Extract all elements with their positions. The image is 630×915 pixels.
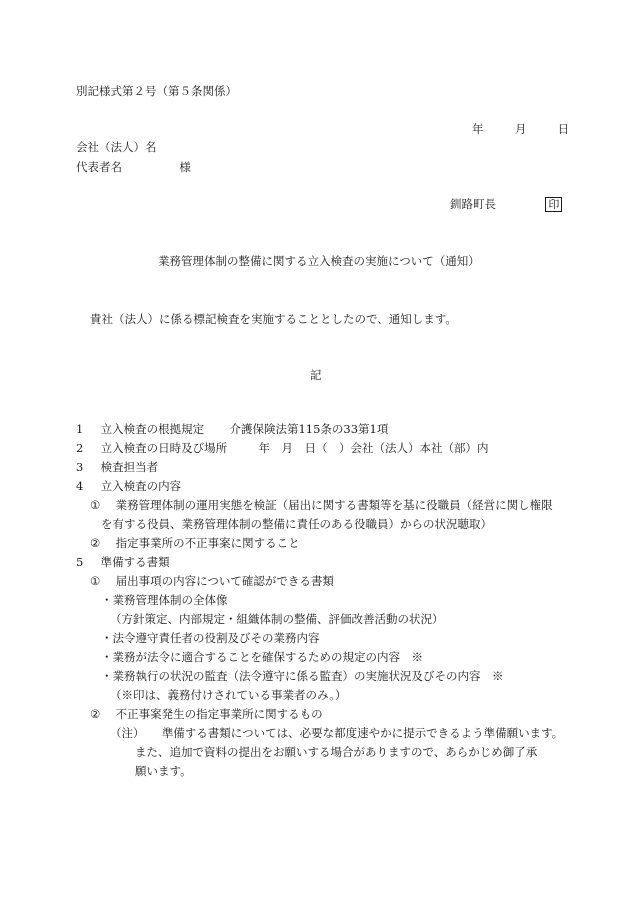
bullet-1-detail: （方針策定、内部規定・組織体制の整備、評価改善活動の状況） bbox=[110, 612, 444, 626]
item-4 bbox=[76, 481, 181, 493]
item-3 bbox=[76, 462, 158, 474]
sub-text: 業務管理体制の運用実態を検証（届出に関する書類等を基に役職員（経営に関し権限 bbox=[115, 498, 553, 512]
sub-mark: ② bbox=[90, 707, 101, 721]
date-month: 月 bbox=[514, 122, 527, 136]
item-number: 4 bbox=[76, 479, 84, 493]
issuer-title: 釧路町長 bbox=[450, 197, 496, 211]
item-detail: 年 月 日（ ）会社（法人）本社（部）内 bbox=[258, 441, 489, 455]
note-label: （注） bbox=[110, 726, 145, 740]
sub-text: 不正事案発生の指定事業所に関するもの bbox=[115, 707, 323, 721]
sub-text: 指定事業所の不正事案に関すること bbox=[115, 536, 300, 550]
item-number: 5 bbox=[76, 555, 84, 569]
representative-honorific: 様 bbox=[179, 160, 191, 174]
item-number: 3 bbox=[76, 460, 84, 474]
item-4-sub-2 bbox=[90, 538, 300, 550]
item-5-sub-2 bbox=[90, 709, 323, 721]
issuer-line bbox=[450, 197, 562, 212]
document-title: 業務管理体制の整備に関する立入検査の実施について（通知） bbox=[158, 254, 480, 268]
bullet-1: ・業務管理体制の全体像 bbox=[101, 593, 228, 607]
item-number: 1 bbox=[76, 422, 84, 436]
sub-mark: ① bbox=[90, 498, 101, 512]
note-line-1 bbox=[110, 728, 563, 740]
item-2 bbox=[76, 443, 488, 455]
item-4-sub-1-cont: を有する役員、業務管理体制の整備に責任のある役職員）からの状況聴取） bbox=[101, 517, 492, 531]
note-text: 準備する書類については、必要な都度速やかに提示できるよう準備願います。 bbox=[161, 726, 564, 740]
item-number: 2 bbox=[76, 441, 84, 455]
bullet-4: ・業務執行の状況の監査（法令遵守に係る監査）の実施状況及びその内容 ※ bbox=[101, 669, 504, 683]
item-4-sub-1 bbox=[90, 500, 553, 512]
date-line bbox=[472, 124, 569, 136]
item-label: 検査担当者 bbox=[100, 460, 159, 474]
body-text: 貴社（法人）に係る標記検査を実施することとしたので、通知します。 bbox=[90, 312, 457, 326]
sub-text: 届出事項の内容について確認ができる書類 bbox=[115, 574, 334, 588]
date-year: 年 bbox=[472, 122, 484, 136]
representative-line bbox=[76, 162, 191, 174]
item-label: 立入検査の根拠規定 bbox=[100, 422, 205, 436]
bullet-3: ・業務が法令に適合することを確保するための規定の内容 ※ bbox=[101, 650, 423, 664]
item-1 bbox=[76, 424, 388, 436]
item-detail: 介護保険法第115条の33第1項 bbox=[229, 422, 389, 436]
sub-mark: ① bbox=[90, 574, 101, 588]
item-label: 立入検査の内容 bbox=[100, 479, 182, 493]
representative-label: 代表者名 bbox=[76, 160, 122, 174]
note-line-2: また、追加で資料の提出をお願いする場合がありますので、あらかじめ御了承 bbox=[135, 745, 538, 759]
bullet-note: （※印は、義務付けされている事業者のみ。） bbox=[110, 688, 347, 702]
item-label: 立入検査の日時及び場所 bbox=[100, 441, 228, 455]
item-5-sub-1 bbox=[90, 576, 334, 588]
sub-mark: ② bbox=[90, 536, 101, 550]
ki-heading: 記 bbox=[310, 368, 322, 382]
note-line-3: 願います。 bbox=[135, 764, 192, 778]
seal-stamp: 印 bbox=[545, 197, 562, 212]
date-day: 日 bbox=[557, 122, 570, 136]
item-5 bbox=[76, 557, 170, 569]
bullet-2: ・法令遵守責任者の役割及びその業務内容 bbox=[101, 631, 320, 645]
company-name-label: 会社（法人）名 bbox=[76, 140, 157, 154]
item-label: 準備する書類 bbox=[100, 555, 170, 569]
form-label: 別記様式第２号（第５条関係） bbox=[76, 84, 237, 98]
